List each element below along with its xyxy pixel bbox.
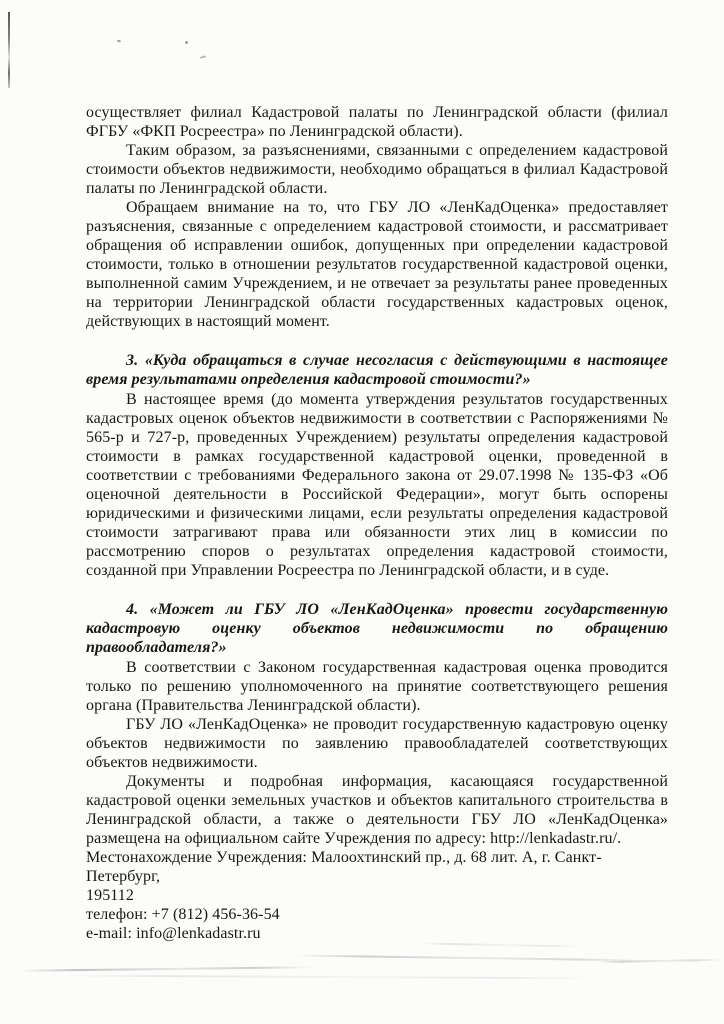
scan-artifact-smudge [18, 966, 313, 972]
paragraph-attention: Обращаем внимание на то, что ГБУ ЛО «ЛенКадОценка» предоставляет разъяснения, связанные с определением кадастровой стоимости, и рассматривает обращения об исправлении ошибок, допущенных при определении кадастровой стоимости, только в отношении результатов государственной кадастровой оценки, выполненной самим Учреждением, и не отвечает за результаты ранее проведенных на территории Ленинградской области государственных кадастровых оценок, действующих в настоящий момент. [86, 199, 668, 330]
question-4-heading: 4. «Может ли ГБУ ЛО «ЛенКадОценка» провести государственную кадастровую оценку объектов недвижимости по обращению правообладателя?» [86, 601, 668, 656]
scan-artifact-smudge [60, 975, 600, 980]
scan-artifact-speck [185, 41, 188, 44]
scan-artifact-speck [117, 39, 121, 42]
question-4-answer-law: В соответствии с Законом государственная кадастровая оценка проводится только по решению уполномоченного на принятие соответствующего решения органа (Правительства Ленинградской области). [86, 659, 668, 714]
document-text [86, 103, 668, 943]
paragraph-intro-continuation: осуществляет филиал Кадастровой палаты по Ленинградской области (филиал ФГБУ «ФКП Росреестра» по Ленинградской области). [86, 104, 668, 140]
address-line-1: Местонахождение Учреждения: Малоохтинский пр., д. 68 лит. А, г. Санкт-Петербург, [86, 849, 602, 885]
phone-line: телефон: +7 (812) 456-36-54 [86, 906, 280, 923]
paragraph-thus: Таким образом, за разъяснениями, связанными с определением кадастровой стоимости объектов недвижимости, необходимо обращаться в филиал Кадастровой палаты по Ленинградской области. [86, 142, 668, 197]
email-line: e-mail: info@lenkadastr.ru [86, 925, 261, 942]
question-3-heading: 3. «Куда обращаться в случае несогласия с действующими в настоящее время результатами определения кадастровой стоимости?» [86, 352, 668, 388]
question-3-answer: В настоящее время (до момента утверждения результатов государственных кадастровых оценок объектов недвижимости в соответствии с Распоряжениями № 565-р и 727-р, проведенных Учреждением) результаты определения кадастровой стоимости в рамках государственной кадастровой оценки, проведенной в соответствии с требованиями Федерального закона от 29.07.1998 № 135-ФЗ «Об оценочной деятельности в Российской Федерации», могут быть оспорены юридическими и физическими лицами, если результаты определения кадастровой стоимости затрагивают права или обязанности этих лиц в комиссии по рассмотрению споров о результатах определения кадастровой стоимости, созданной при Управлении Росреестра по Ленинградской области, и в суде. [86, 391, 668, 579]
question-4-answer-docs: Документы и подробная информация, касающаяся государственной кадастровой оценки земельных участков и объектов капитального строительства в Ленинградской области, а также о деятельности ГБУ ЛО «ЛенКадОценка» размещена на официальном сайте Учреждения по адресу: http://lenkadastr.ru/. [86, 773, 668, 847]
address-line-2: 195112 [86, 887, 135, 904]
scan-artifact-speck [200, 55, 206, 58]
scan-artifact-smudge [295, 955, 645, 962]
question-4-answer-no-conduct: ГБУ ЛО «ЛенКадОценка» не проводит государственную кадастровую оценку объектов недвижимости по заявлению правообладателей соответствующих объектов недвижимости. [86, 716, 668, 771]
scan-artifact-smudge [420, 942, 580, 947]
scan-artifact-vertical-line [8, 12, 10, 88]
